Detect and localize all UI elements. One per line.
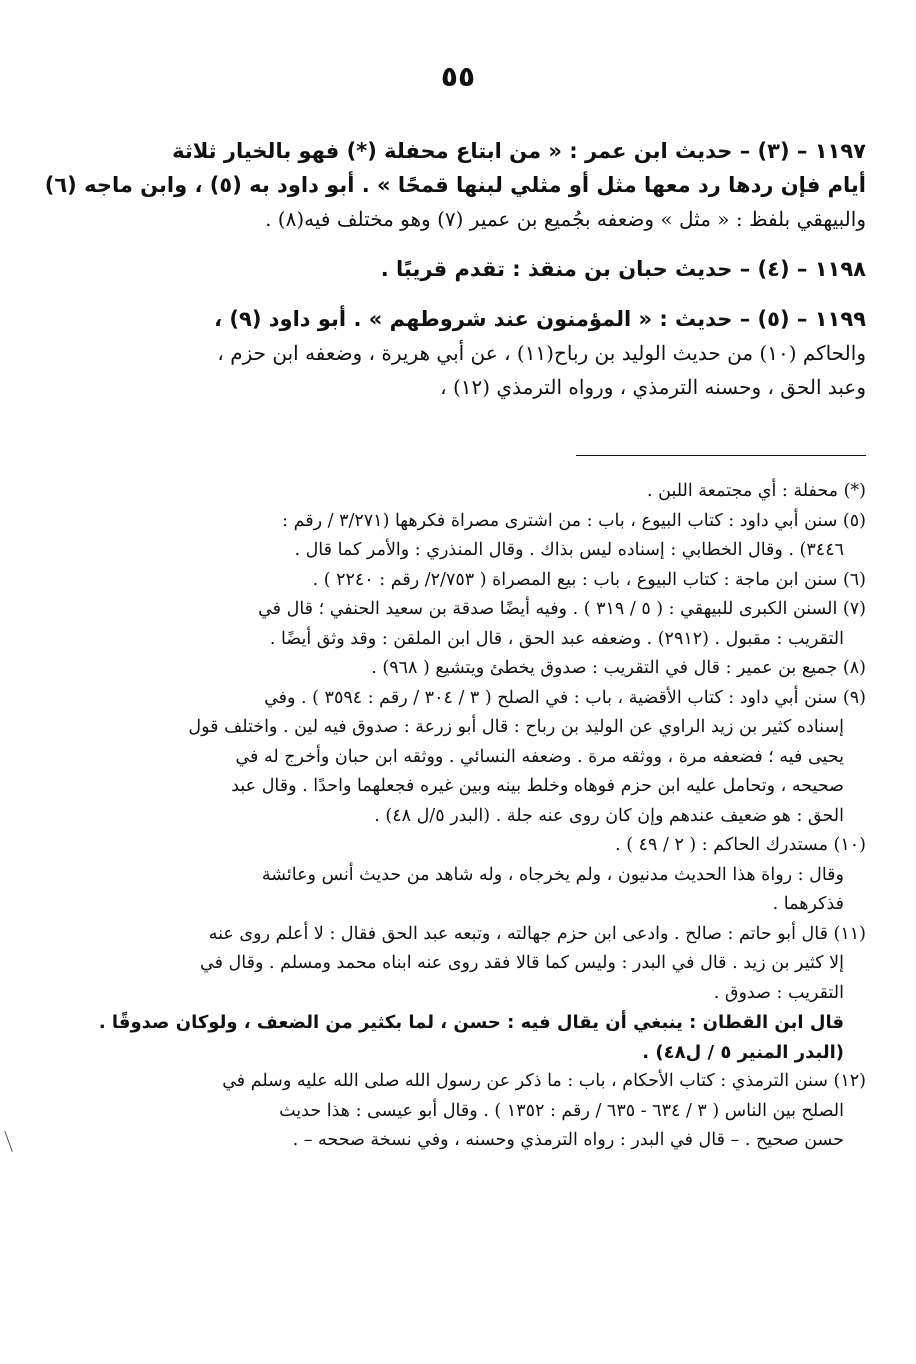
footnote-5 — [104, 507, 866, 566]
hadith-line: ١١٩٧ – (٣) – حديث ابن عمر : « من ابتاع محفلة (*) فهو بالخيار ثلاثة — [172, 139, 866, 163]
footnote-11 — [104, 920, 866, 1009]
footnote-line: إسناده كثير بن زيد الراوي عن الوليد بن رباح : قال أبو زرعة : صدوق فيه لين . واختلف قول — [188, 717, 844, 737]
footnote-7 — [104, 595, 866, 654]
hadith-1197 — [44, 134, 866, 236]
footnote-line: (١١) قال أبو حاتم : صالح . وادعى ابن حزم جهالته ، وتبعه عبد الحق فقال : لا أعلم روى عنه — [208, 923, 866, 944]
footnote-line: (٩) سنن أبي داود : كتاب الأقضية ، باب : في الصلح ( ٣ / ٣٠٤ / رقم : ٣٥٩٤ ) . وفي — [264, 687, 866, 708]
footnote-6 — [104, 566, 866, 596]
footnote-line: (٧) السنن الكبرى للبيهقي : ( ٥ / ٣١٩ ) . وفيه أيضًا صدقة بن سعيد الحنفي ؛ قال في — [258, 599, 866, 619]
hadith-1198 — [104, 252, 866, 286]
hadith-line: ١١٩٩ – (٥) – حديث : « المؤمنون عند شروطهم » . أبو داود (٩) ، — [214, 307, 866, 331]
footnote-line: وقال : رواة هذا الحديث مدنيون ، ولم يخرجاه ، وله شاهد من حديث أنس وعائشة — [261, 864, 844, 885]
footnote-10 — [104, 831, 866, 861]
footnote-line: إلا كثير بن زيد . قال في البدر : وليس كما قالا فقد روى عنه ابناه محمد ومسلم . وقال في — [200, 953, 844, 973]
footnote-line: ٣٤٤٦) . وقال الخطابي : إسناده ليس بذاك . وقال المنذري : والأمر كما قال . — [294, 540, 844, 560]
main-text — [44, 134, 866, 420]
footnote-line: التقريب : مقبول . (٢٩١٢) . وضعفه عبد الحق ، قال ابن الملقن : وقد وثق أيضًا . — [269, 628, 844, 649]
footnote-line: (٥) سنن أبي داود : كتاب البيوع ، باب : من اشترى مصراة فكرهها (٣/٢٧١ / رقم : — [282, 510, 866, 531]
footnote-12 — [104, 1067, 866, 1156]
footnote-star — [104, 477, 866, 507]
footnote-line: (البدر المنير ٥ / ل٤٨) . — [642, 1041, 844, 1063]
footnote-line: قال ابن القطان : ينبغي أن يقال فيه : حسن ، لما بكثير من الضعف ، ولوكان صدوقًا . — [98, 1012, 844, 1033]
margin-mark — [4, 1130, 14, 1152]
hadith-line: والحاكم (١٠) من حديث الوليد بن رباح(١١) ، عن أبي هريرة ، وضعفه ابن حزم ، — [217, 341, 866, 365]
footnote-9 — [104, 684, 866, 832]
hadith-line: وعبد الحق ، وحسنه الترمذي ، ورواه الترمذي (١٢) ، — [440, 375, 866, 399]
footnote-10-continued — [104, 861, 866, 920]
footnote-line: يحيى فيه ؛ فضعفه مرة ، ووثقه مرة . وضعفه النسائي . ووثقه ابن حبان وأخرج له في — [235, 746, 844, 767]
footnote-line: التقريب : صدوق . — [713, 982, 844, 1003]
hadith-line: ١١٩٨ – (٤) – حديث حبان بن منقذ : تقدم قريبًا . — [380, 257, 866, 281]
hadith-1199 — [104, 302, 866, 404]
footnote-line: (٦) سنن ابن ماجة : كتاب البيوع ، باب : بيع المصراة ( ٢/٧٥٣/ رقم : ٢٢٤٠ ) . — [312, 569, 866, 590]
footnote-divider — [576, 455, 866, 456]
footnote-line: الحق : هو ضعيف عندهم وإن كان روى عنه جلة . (البدر ٥/ل ٤٨) . — [374, 805, 844, 826]
footnote-line: فذكرهما . — [772, 894, 844, 914]
hadith-line: والبيهقي بلفظ : « مثل » وضعفه بجُميع بن عمير (٧) وهو مختلف فيه(٨) . — [265, 207, 866, 231]
footnote-8 — [104, 654, 866, 684]
page-number: ٥٥ — [440, 60, 476, 93]
footnote-line: صحيحه ، وتحامل عليه ابن حزم فوهاه وخلط بينه وبين غيره فجعلهما واحدًا . وقال عبد — [231, 776, 844, 796]
footnote-11-addition — [98, 1008, 866, 1067]
footnote-line: (٨) جميع بن عمير : قال في التقريب : صدوق يخطئ ويتشيع ( ٩٦٨) . — [371, 658, 866, 678]
footnote-line: حسن صحيح . – قال في البدر : رواه الترمذي وحسنه ، وفي نسخة صححه – . — [292, 1130, 844, 1150]
hadith-line: أيام فإن ردها رد معها مثل أو مثلي لبنها قمحًا » . أبو داود به (٥) ، وابن ماجه (٦) — [44, 173, 866, 197]
footnotes — [98, 477, 866, 1156]
footnote-line: (١٢) سنن الترمذي : كتاب الأحكام ، باب : ما ذكر عن رسول الله صلى الله عليه وسلم في — [222, 1071, 866, 1091]
footnote-line: (*) محفلة : أي مجتمعة اللبن . — [647, 481, 866, 501]
footnote-line: (١٠) مستدرك الحاكم : ( ٢ / ٤٩ ) . — [615, 835, 866, 855]
footnote-line: الصلح بين الناس ( ٣ / ٦٣٤ - ٦٣٥ / رقم : ١٣٥٢ ) . وقال أبو عيسى : هذا حديث — [279, 1100, 844, 1121]
